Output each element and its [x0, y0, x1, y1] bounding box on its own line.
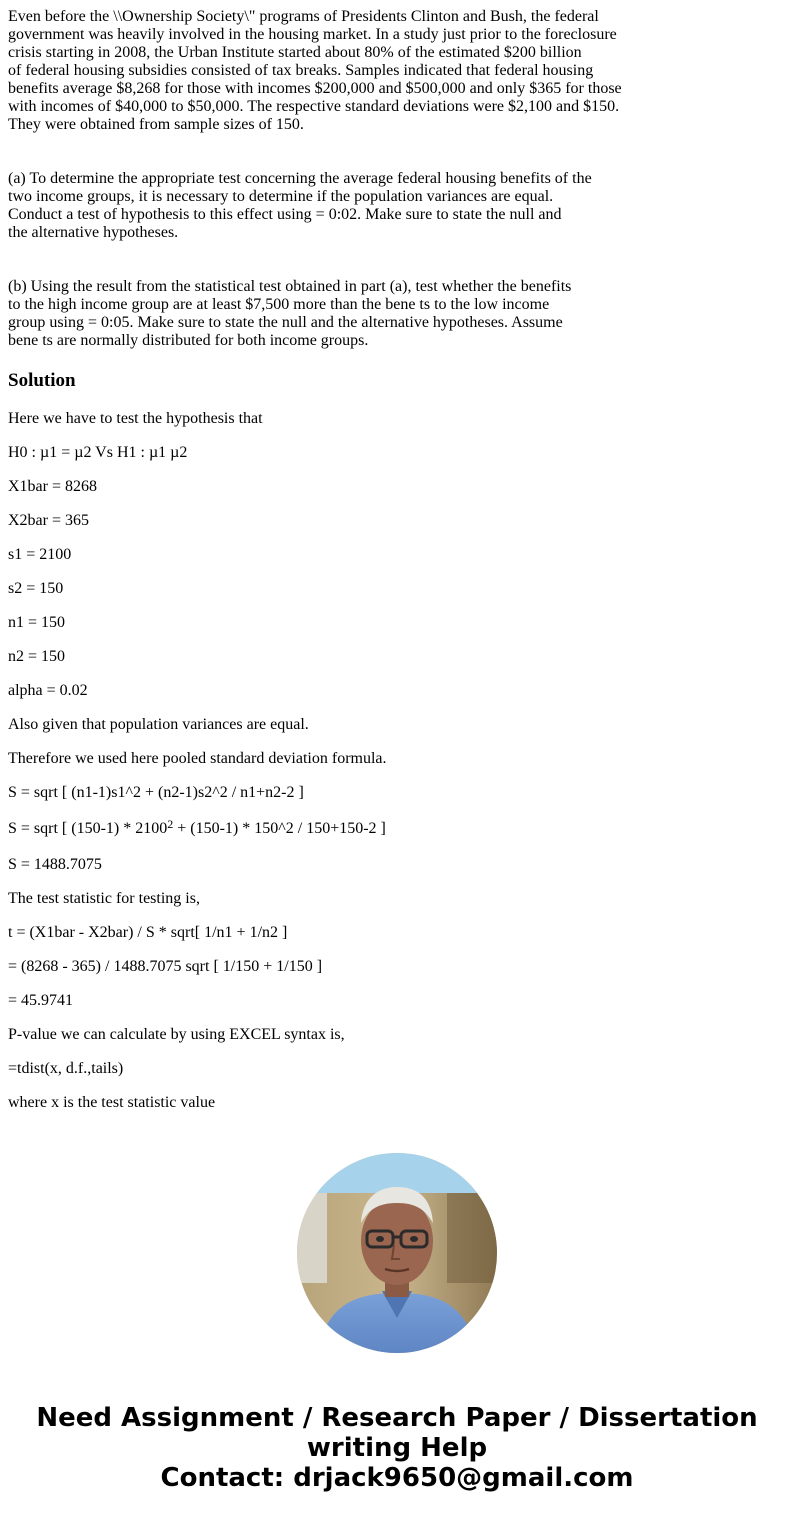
solution-line: n2 = 150 — [8, 648, 66, 665]
solution-line: Therefore we used here pooled standard deviation formula. — [8, 750, 387, 767]
solution-line: n1 = 150 — [8, 614, 66, 631]
solution-heading: Solution — [8, 370, 76, 391]
solution-line: X2bar = 365 — [8, 512, 90, 529]
solution-line: S = 1488.7075 — [8, 856, 102, 873]
solution-line: S = sqrt [ (n1-1)s1^2 + (n2-1)s2^2 / n1+n2-2 ] — [8, 784, 304, 801]
solution-line: = (8268 - 365) / 1488.7075 sqrt [ 1/150 + 1/150 ] — [8, 958, 323, 975]
formula-part: S = sqrt [ (150-1) * 2100 — [8, 820, 168, 837]
solution-line: s1 = 2100 — [8, 546, 72, 563]
problem-intro: Even before the \\Ownership Society\" programs of Presidents Clinton and Bush, the federal government was heavily involved in the housing market. In a study just prior to the foreclosure crisis starting in 2008, the Urban Institute started about 80% of the estimated $200 billion of federal housing subsidies consisted of tax breaks. Samples indicated that federal housing benefits average $8,268 for those with incomes $200,000 and $500,000 and only $365 for those with incomes of $40,000 to $50,000. The respective standard deviations were $2,100 and $150. They were obtained from sample sizes of 150. — [8, 8, 622, 133]
solution-body — [8, 410, 786, 1112]
solution-line: t = (X1bar - X2bar) / S * sqrt[ 1/n1 + 1/n2 ] — [8, 924, 288, 941]
banner-line: writing Help — [306, 1433, 488, 1463]
solution-line: P-value we can calculate by using EXCEL syntax is, — [8, 1026, 345, 1043]
solution-line-superscript — [8, 818, 786, 840]
document-content — [8, 8, 786, 1128]
banner-contact: Contact: drjack9650@gmail.com — [160, 1463, 634, 1493]
formula-part: + (150-1) * 150^2 / 150+150-2 ] — [173, 820, 386, 837]
solution-line: H0 : µ1 = µ2 Vs H1 : µ1 µ2 — [8, 444, 188, 461]
problem-part-b: (b) Using the result from the statistical test obtained in part (a), test whether the benefits to the high income group are at least $7,500 more than the bene ts to the low income group using = 0:05. Make sure to state the null and the alternative hypotheses. Assume bene ts are normally distributed for both income groups. — [8, 278, 572, 349]
help-banner — [0, 1403, 794, 1493]
avatar — [297, 1153, 497, 1353]
solution-line: where x is the test statistic value — [8, 1094, 216, 1111]
solution-line: Also given that population variances are equal. — [8, 716, 309, 733]
solution-line: The test statistic for testing is, — [8, 890, 200, 907]
avatar-portrait — [297, 1153, 497, 1353]
solution-line: =tdist(x, d.f.,tails) — [8, 1060, 124, 1077]
solution-line: X1bar = 8268 — [8, 478, 98, 495]
solution-line: alpha = 0.02 — [8, 682, 88, 699]
solution-line: = 45.9741 — [8, 992, 74, 1009]
solution-line: s2 = 150 — [8, 580, 64, 597]
banner-line: Need Assignment / Research Paper / Dissertation — [36, 1403, 758, 1433]
problem-statement — [8, 8, 786, 350]
problem-part-a: (a) To determine the appropriate test concerning the average federal housing benefits of the two income groups, it is necessary to determine if the population variances are equal. Conduct a test of hypothesis to this effect using = 0:02. Make sure to state the null and the alternative hypotheses. — [8, 170, 592, 241]
formula-exponent: 2 — [167, 817, 174, 831]
solution-line: Here we have to test the hypothesis that — [8, 410, 263, 427]
